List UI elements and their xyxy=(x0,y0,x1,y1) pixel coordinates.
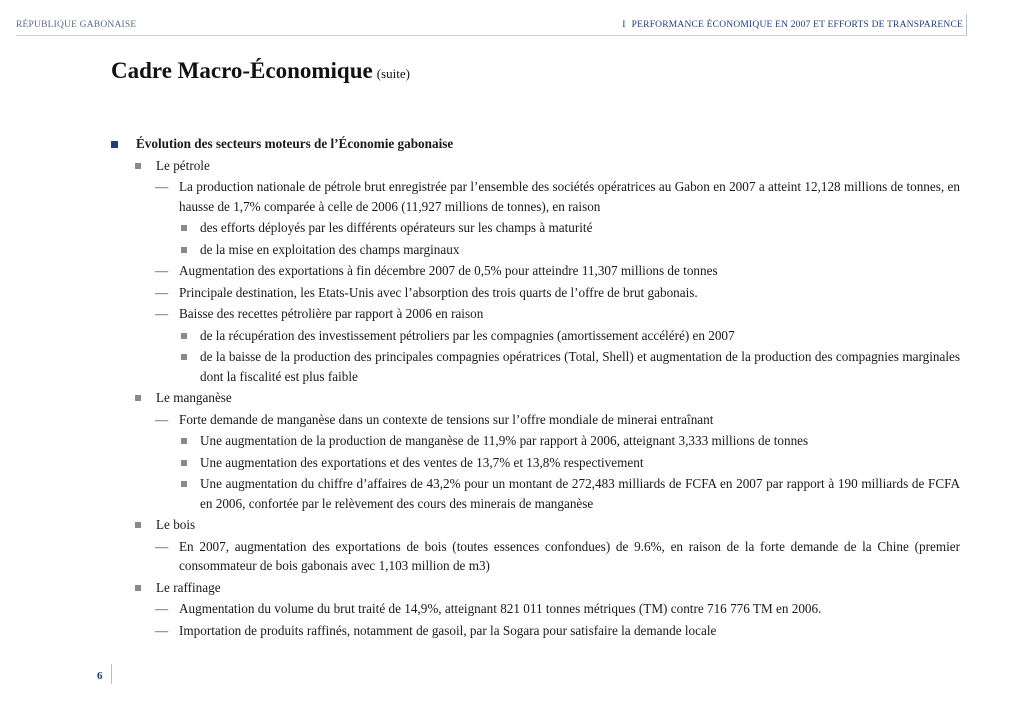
sub-list-item-text: des efforts déployés par les différents opérateurs sur les champs à maturité xyxy=(200,220,593,235)
square-bullet-icon xyxy=(181,225,187,231)
sub-list-item xyxy=(111,474,960,513)
page-title-suite: (suite) xyxy=(376,66,410,81)
list-item-text: Principale destination, les Etats-Unis avec l’absorption des trois quarts de l’offre de brut gabonais. xyxy=(179,284,698,300)
section-heading xyxy=(111,134,960,154)
square-bullet-icon xyxy=(111,141,118,148)
sector-label: Le bois xyxy=(156,517,196,532)
square-bullet-icon xyxy=(135,395,141,401)
sub-list-item-text: Une augmentation du chiffre d’affaires de 43,2% pour un montant de 272,483 milliards de FCFA en 2007 par rapport à 190 milliards de FCFA en 2006, confortée par le relèvement des cours des minerais de manganèse xyxy=(200,476,960,511)
dash-bullet: — xyxy=(155,263,169,278)
sub-list-item-text: de la récupération des investissement pétroliers par les compagnies (amortissement accéléré) en 2007 xyxy=(200,327,735,343)
list-item-text: Forte demande de manganèse dans un contexte de tensions sur l’offre mondiale de minerai entraînant xyxy=(179,411,714,427)
square-bullet-icon xyxy=(135,585,141,591)
sub-list-item-text: Une augmentation des exportations et des ventes de 13,7% et 13,8% respectivement xyxy=(200,454,644,470)
page-title xyxy=(111,58,410,84)
sector-petrole xyxy=(111,156,960,176)
square-bullet-icon xyxy=(135,522,141,528)
list-item-text: Augmentation des exportations à fin décembre 2007 de 0,5% pour atteindre 11,307 millions de tonnes xyxy=(179,263,718,278)
list-item xyxy=(111,410,960,430)
square-bullet-icon xyxy=(181,438,187,444)
sub-list-item xyxy=(111,240,960,260)
dash-bullet: — xyxy=(155,622,169,638)
sector-label: Le raffinage xyxy=(156,579,221,595)
list-item-text: Importation de produits raffinés, notamment de gasoil, par la Sogara pour satisfaire la demande locale xyxy=(179,622,717,638)
square-bullet-icon xyxy=(181,460,187,466)
header-divider xyxy=(16,35,967,36)
sector-label: Le pétrole xyxy=(156,157,210,173)
sector-raffinage xyxy=(111,578,960,598)
square-bullet-icon xyxy=(181,247,187,253)
sub-list-item xyxy=(111,347,960,386)
square-bullet-icon xyxy=(181,333,187,339)
main-content xyxy=(111,134,960,640)
header-section xyxy=(622,20,963,30)
square-bullet-icon xyxy=(135,163,141,169)
list-item xyxy=(111,537,960,576)
sector-bois xyxy=(111,515,960,535)
page-number: 6 xyxy=(97,670,103,682)
sub-list-item-text: Une augmentation de la production de manganèse de 11,9% par rapport à 2006, atteignant 3,333 millions de tonnes xyxy=(200,433,809,448)
list-item xyxy=(111,304,960,324)
dash-bullet: — xyxy=(155,179,169,194)
sub-list-item xyxy=(111,453,960,473)
list-item-text: En 2007, augmentation des exportations de bois (toutes essences confondues) de 9.6%, en raison de la forte demande de la Chine (premier consommateur de bois gabonais avec 1,103 million de m3) xyxy=(179,538,960,573)
section-heading-text: Évolution des secteurs moteurs de l’Économie gabonaise xyxy=(136,136,454,151)
header-section-title: PERFORMANCE ÉCONOMIQUE EN 2007 ET EFFORTS DE TRANSPARENCE xyxy=(631,20,963,30)
list-item-text: Baisse des recettes pétrolière par rapport à 2006 en raison xyxy=(179,306,484,321)
square-bullet-icon xyxy=(181,354,187,360)
header-section-number: I xyxy=(622,20,626,30)
list-item xyxy=(111,177,960,216)
sub-list-item xyxy=(111,431,960,451)
dash-bullet: — xyxy=(155,306,169,321)
sector-label: Le manganèse xyxy=(156,390,232,405)
dash-bullet: — xyxy=(155,411,169,427)
sub-list-item xyxy=(111,326,960,346)
header-divider-vertical xyxy=(966,14,967,36)
square-bullet-icon xyxy=(181,481,187,487)
header-country: RÉPUBLIQUE GABONAISE xyxy=(16,20,137,30)
list-item xyxy=(111,621,960,641)
page-title-main: Cadre Macro-Économique xyxy=(111,58,373,83)
list-item xyxy=(111,283,960,303)
list-item-text: Augmentation du volume du brut traité de 14,9%, atteignant 821 011 tonnes métriques (TM) contre 716 776 TM en 2006. xyxy=(179,601,822,616)
dash-bullet: — xyxy=(155,601,169,616)
dash-bullet: — xyxy=(155,538,169,554)
sub-list-item-text: de la mise en exploitation des champs marginaux xyxy=(200,241,460,257)
list-item xyxy=(111,599,960,619)
dash-bullet: — xyxy=(155,284,169,300)
list-item xyxy=(111,261,960,281)
footer-divider xyxy=(111,664,112,684)
sector-manganese xyxy=(111,388,960,408)
sub-list-item-text: de la baisse de la production des principales compagnies opératrices (Total, Shell) et augmentation de la production des compagnies marginales dont la fiscalité est plus faible xyxy=(200,349,960,384)
sub-list-item xyxy=(111,218,960,238)
list-item-text: La production nationale de pétrole brut enregistrée par l’ensemble des sociétés opératrices au Gabon en 2007 a atteint 12,128 millions de tonnes, en hausse de 1,7% comparée à celle de 2006 (11,927 millions de tonnes), en raison xyxy=(179,179,960,214)
